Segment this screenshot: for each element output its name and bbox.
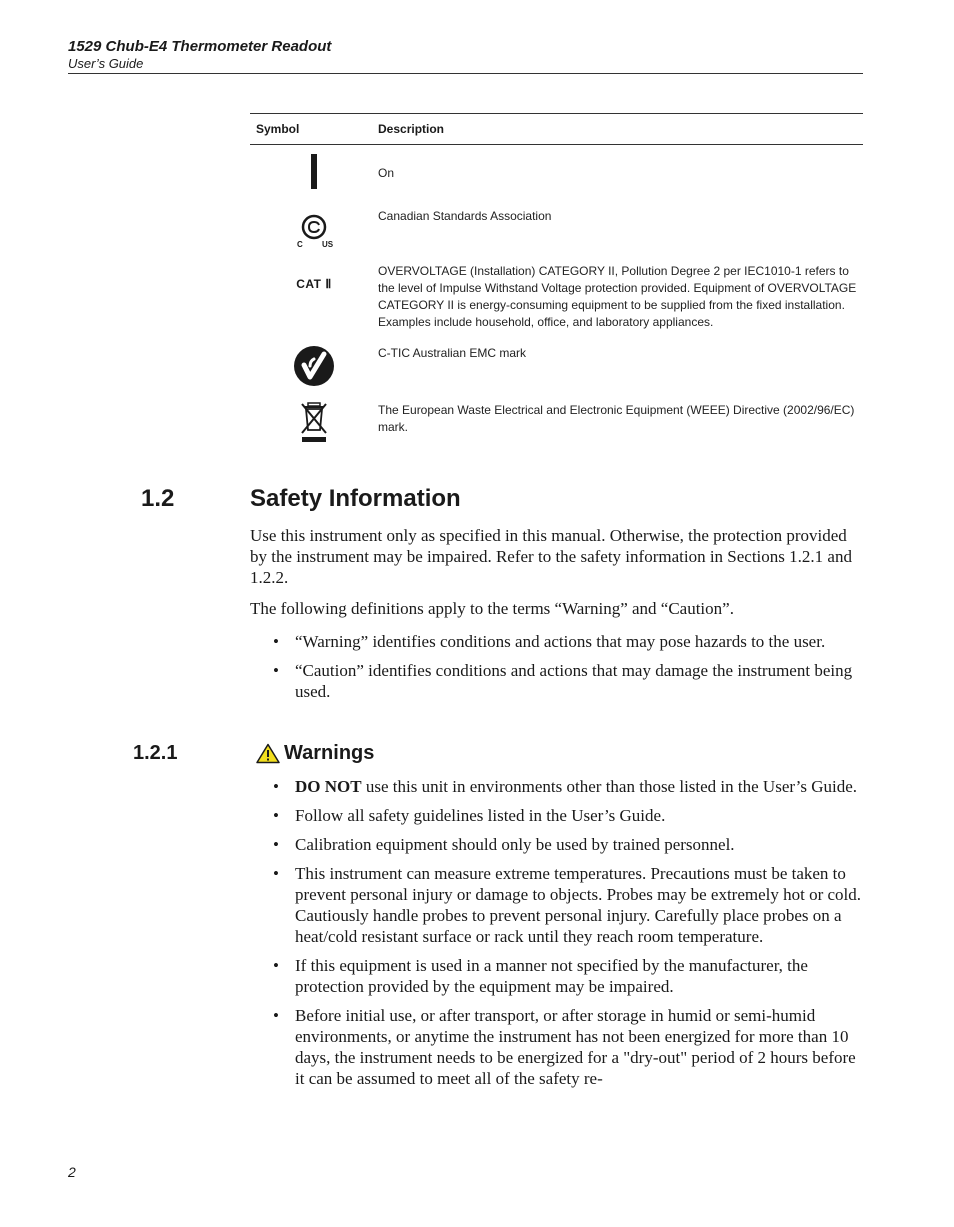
list-item: • This instrument can measure extreme temperatures. Precautions must be taken to prevent personal injury or damage to objects. Probes may be extremely hot or cold. Cautiously handle probes to prevent personal injury. Carefully place probes on a heat/cold resistant surface or rack until they reach room temperature. bbox=[273, 863, 863, 947]
safety-intro-paragraph: Use this instrument only as specified in this manual. Otherwise, the protection provided by the instrument may be impaired. Refer to the safety information in Sections 1.2.1 and 1.2.2. bbox=[250, 526, 852, 587]
table-row bbox=[250, 263, 863, 331]
on-bar-icon bbox=[311, 154, 317, 189]
page-number: 2 bbox=[68, 1164, 76, 1180]
symbol-table bbox=[250, 113, 863, 434]
csa-us-label: US bbox=[322, 240, 334, 249]
table-row bbox=[250, 345, 863, 387]
manual-subtitle: User’s Guide bbox=[68, 56, 144, 71]
table-row bbox=[250, 208, 863, 250]
header-divider bbox=[68, 73, 863, 74]
list-item: • Before initial use, or after transport, or after storage in humid or semi-humid environments, or anytime the instrument has not been energized for more than 10 days, the instrument needs to be energized for a "dry-out" period of 2 hours before it can be assumed to meet all of the safety re- bbox=[273, 1005, 863, 1089]
warning-triangle-icon bbox=[256, 743, 280, 764]
subsection-title: Warnings bbox=[284, 742, 375, 764]
row-description: The European Waste Electrical and Electronic Equipment (WEEE) Directive (2002/96/EC) mark. bbox=[378, 403, 855, 434]
weee-bin-icon bbox=[299, 400, 329, 444]
definitions-paragraph: The following definitions apply to the terms “Warning” and “Caution”. bbox=[250, 599, 734, 618]
ctic-mark-icon bbox=[293, 345, 335, 387]
list-item: • Calibration equipment should only be used by trained personnel. bbox=[273, 834, 863, 855]
definitions-list bbox=[273, 631, 863, 710]
csa-c-label: C bbox=[297, 240, 303, 249]
list-item: • If this equipment is used in a manner not specified by the manufacturer, the protection provided by the equipment may be impaired. bbox=[273, 955, 863, 997]
emphasis-text: DO NOT bbox=[295, 777, 362, 796]
running-header bbox=[68, 38, 863, 72]
list-item: • “Warning” identifies conditions and actions that may pose hazards to the user. bbox=[273, 631, 863, 652]
table-row bbox=[250, 154, 863, 189]
row-description: C-TIC Australian EMC mark bbox=[378, 346, 527, 360]
table-header-row bbox=[250, 114, 863, 144]
csa-mark-icon bbox=[291, 208, 337, 250]
col-header-symbol: Symbol bbox=[256, 122, 300, 136]
list-item bbox=[273, 776, 863, 797]
list-item-text: use this unit in environments other than those listed in the User’s Guide. bbox=[361, 777, 858, 796]
subsection-heading bbox=[256, 742, 374, 765]
warnings-list bbox=[273, 776, 863, 1097]
list-item: • Follow all safety guidelines listed in the User’s Guide. bbox=[273, 805, 863, 826]
subsection-number: 1.2.1 bbox=[133, 742, 178, 764]
row-description: On bbox=[378, 166, 395, 180]
section-number: 1.2 bbox=[141, 485, 175, 512]
cat-ii-icon: CAT Ⅱ bbox=[296, 277, 332, 291]
table-row bbox=[250, 400, 863, 444]
list-item: • “Caution” identifies conditions and actions that may damage the instrument being used. bbox=[273, 660, 863, 702]
table-header-rule bbox=[250, 144, 863, 145]
section-title: Safety Information bbox=[250, 485, 461, 512]
row-description: Canadian Standards Association bbox=[378, 209, 552, 223]
manual-title: 1529 Chub-E4 Thermometer Readout bbox=[68, 38, 332, 55]
col-header-description: Description bbox=[378, 122, 445, 136]
row-description: OVERVOLTAGE (Installation) CATEGORY II, Pollution Degree 2 per IEC1010-1 refers to the level of Impulse Withstand Voltage protection provided. Equipment of OVERVOLTAGE CATEGORY II is energy-consuming equipment to be supplied from the fixed installation. Examples include household, office, and laboratory appliances. bbox=[378, 264, 857, 329]
